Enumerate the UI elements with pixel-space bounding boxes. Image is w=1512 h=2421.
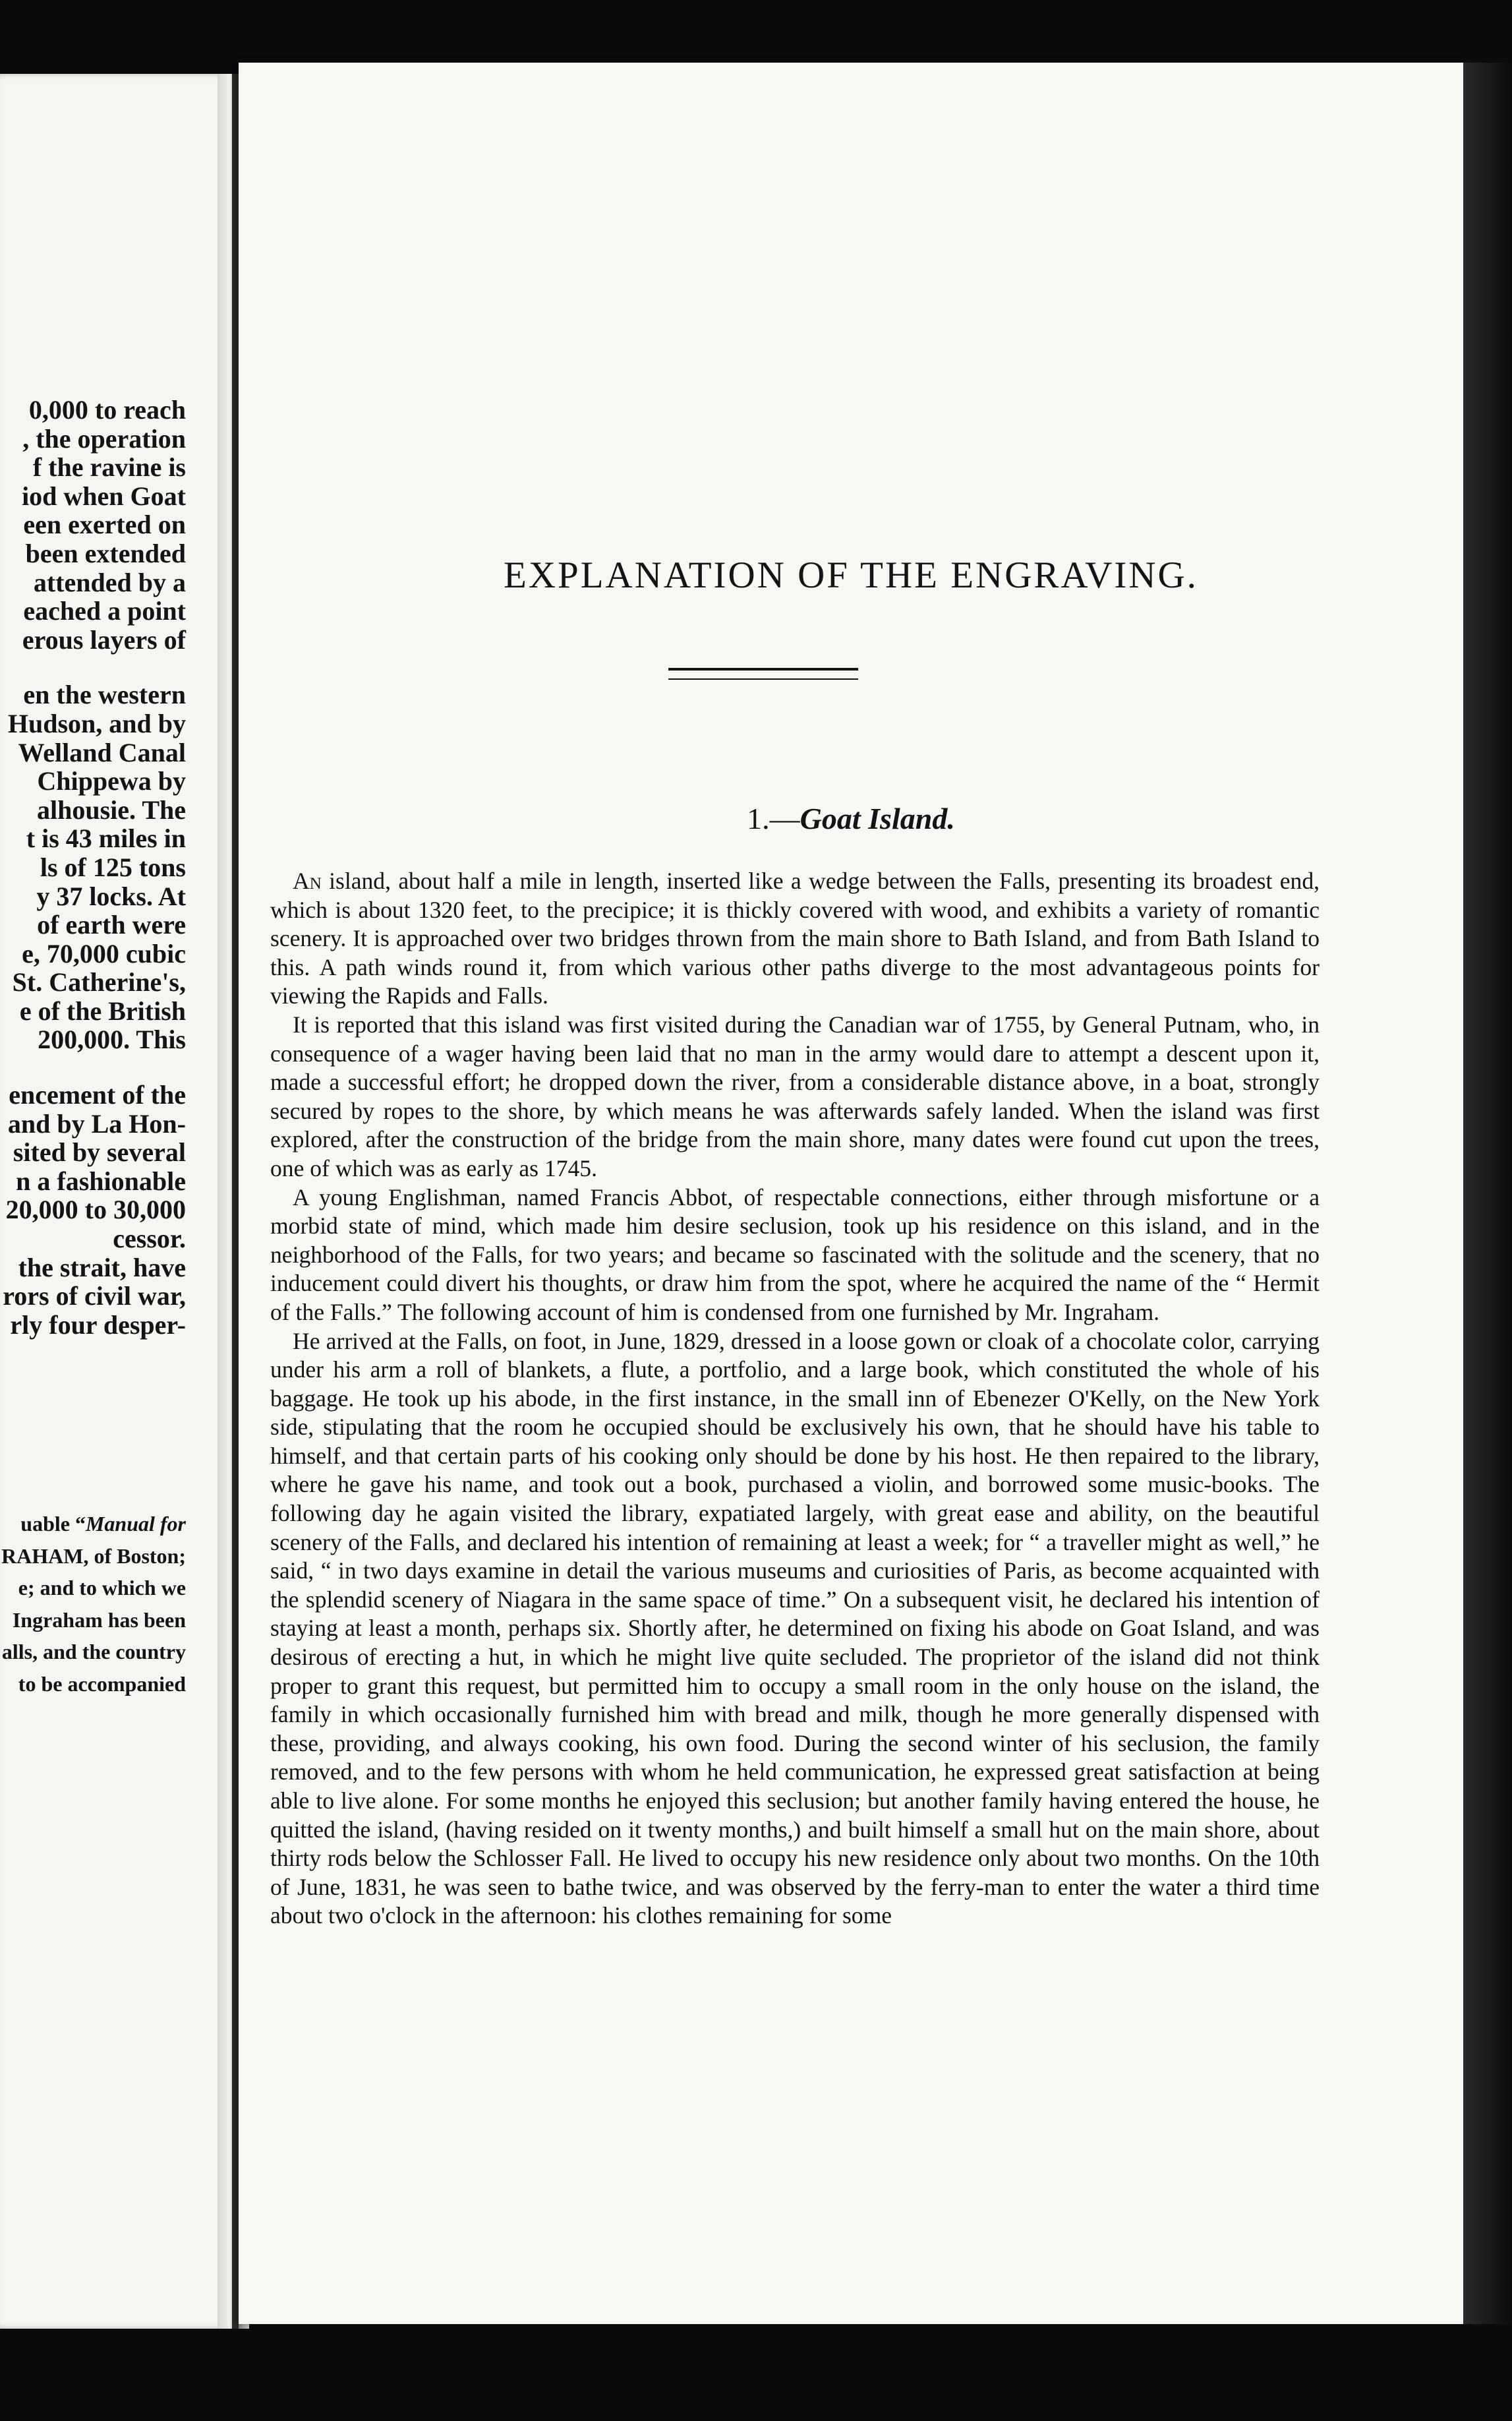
left-column-line: f the ravine is [32,452,186,483]
left-page-footnote [1,1508,186,1700]
left-footnote-text: alls, and the country [1,1640,186,1663]
left-column-line: and by La Hon- [7,1108,186,1139]
left-column-line: encement of the [9,1080,186,1110]
left-column-line: alhousie. The [37,794,186,825]
left-column-line: Welland Canal [18,737,186,767]
left-column-line: n a fashionable [16,1166,186,1196]
left-column-line: iod when Goat [22,481,186,511]
section-number: 1.— [747,802,800,835]
left-column-line: e of the British [19,996,186,1026]
left-footnote-text: to be accompanied [18,1671,186,1696]
paragraph-2: It is reported that this island was first visited during the Canadian war of 1755, by General Putnam, who, in consequence of a wager having been laid that no man in the army would dare to attempt a descent upon it, made a successful effort; he dropped down the river, from a considerable distance above, in a boat, strongly secured by ropes to the shore, by which means he was afterwards safely landed. When the island was first explored, after the construction of the bridge from the main shore, many dates were found cut upon the trees, one of which was as early as 1745. [270,1011,1320,1181]
left-column-line: ls of 125 tons [40,852,186,882]
article-body [270,867,1320,1930]
left-footnote-line [1,1604,186,1636]
left-footnote-text: uable “ [20,1512,86,1536]
gutter-fold-shadow [232,74,239,2329]
left-footnote-line [1,1572,186,1604]
left-column-line: rly four desper- [10,1309,186,1340]
left-footnote-text: e; and to which we [18,1576,186,1599]
left-column-line: , the operation [22,423,186,454]
left-page-column [3,396,186,1339]
paragraph-1-text: island, about half a mile in length, inserted like a wedge between the Falls, presenting its broadest end, which is about 1320 feet, to the precipice; it is thickly covered with wood, and exhibits a variety of romantic scenery. It is approached over two bridges thrown from the main shore to Bath Island, and from Bath Island to this. A path winds round it, from which various other paths diverge to the most advantageous points for viewing the Rapids and Falls. [270,868,1320,1009]
left-column-line: erous layers of [22,624,186,655]
left-footnote-line [1,1636,186,1668]
left-column-line: een exerted on [23,510,186,540]
main-page [239,63,1463,2324]
left-footnote-text: RAHAM, of Boston; [1,1543,186,1568]
left-column-line: attended by a [33,567,186,597]
left-column-line: t is 43 miles in [26,823,186,854]
left-column-line: cessor. [113,1224,186,1254]
left-column-line: sited by several [13,1137,186,1168]
left-column-line: the strait, have [18,1252,186,1282]
paragraph-4: He arrived at the Falls, on foot, in June, 1829, dressed in a loose gown or cloak of a chocolate color, carrying under his arm a roll of blankets, a flute, a portfolio, and a large book, which constituted the whole of his baggage. He took up his abode, in the first instance, in the small inn of Ebenezer O'Kelly, on the New York side, stipulating that the room he occupied should be exclusively his own, that he should have his table to himself, and that certain parts of his cooking only should be done by his host. He then repaired to the library, where he gave his name, and took out a book, purchased a violin, and borrowed some music-books. The following day he again visited the library, expatiated largely, with great ease and ability, on the beautiful scenery of the Falls, and declared his intention of remaining at least a week; for “ a traveller might as well,” he said, “ in two days examine in detail the various museums and curiosities of Paris, as become acquainted with the splendid scenery of Niagara in the same space of time.” On a subsequent visit, he declared his intention of staying at least a month, perhaps six. Shortly after, he determined on fixing his abode on Goat Island, and was desirous of erecting a hut, in which he might live quite secluded. The proprietor of the island did not think proper to grant this request, but permitted him to occupy a small room in the only house on the island, the family in which occasionally furnished him with bread and milk, though he more generally dispensed with these, providing, and always cooking, his own food. During the second winter of his seclusion, the family removed, and to the few persons with whom he held communication, he expressed great satisfaction at being able to live alone. For some months he enjoyed this seclusion; but another family having entered the house, he quitted the island, (having resided on it twenty months,) and built himself a small hut on the main shore, about thirty rods below the Schlosser Fall. He lived to occupy his new residence only about two months. On the 10th of June, 1831, he was seen to bathe twice, and was observed by the ferry-man to enter the water a third time about two o'clock in the afternoon: his clothes remaining for some [270,1327,1320,1929]
left-column-line: Chippewa by [37,766,186,796]
left-column-line: en the western [23,680,186,710]
left-footnote-line [1,1508,186,1540]
left-column-line: 0,000 to reach [28,395,186,425]
paragraph-1 [270,867,1320,1011]
paragraph-3: A young Englishman, named Francis Abbot, of respectable connections, either through misfortune or a morbid state of mind, which made him desire seclusion, took up his residence on this island, and in the neighborhood of the Falls, for two years; and became so fascinated with the solitude and the scenery, that no inducement could divert his thoughts, or draw him from the spot, where he acquired the name of the “ Hermit of the Falls.” The following account of him is condensed from one furnished by Mr. Ingraham. [270,1183,1320,1325]
left-column-line: eached a point [23,596,186,626]
section-heading [239,801,1463,836]
left-column-line: 20,000 to 30,000 [5,1195,186,1225]
page-title: EXPLANATION OF THE ENGRAVING. [504,554,1198,596]
left-column-line: 200,000. This [38,1025,186,1055]
left-column-line: y 37 locks. At [36,881,186,911]
left-footnote-line [1,1668,186,1700]
left-column-line: been extended [25,538,186,568]
left-footnote-italic: Manual for [85,1512,186,1536]
left-column-gap [3,654,186,680]
left-column-line: St. Catherine's, [12,967,186,998]
left-column-line: e, 70,000 cubic [22,938,186,969]
left-column-line: of earth were [37,910,186,940]
left-footnote-text: Ingraham has been [12,1607,186,1632]
section-title: Goat Island. [800,802,955,835]
left-column-gap [3,1054,186,1081]
left-column-line: Hudson, and by [7,708,186,738]
scan-right-edge [1463,63,1512,2324]
left-facing-page [0,74,232,2329]
left-footnote-line [1,1540,186,1572]
left-column-line: rors of civil war, [3,1281,186,1311]
title-divider-rule [668,668,858,680]
paragraph-1-lead: An [293,868,322,894]
